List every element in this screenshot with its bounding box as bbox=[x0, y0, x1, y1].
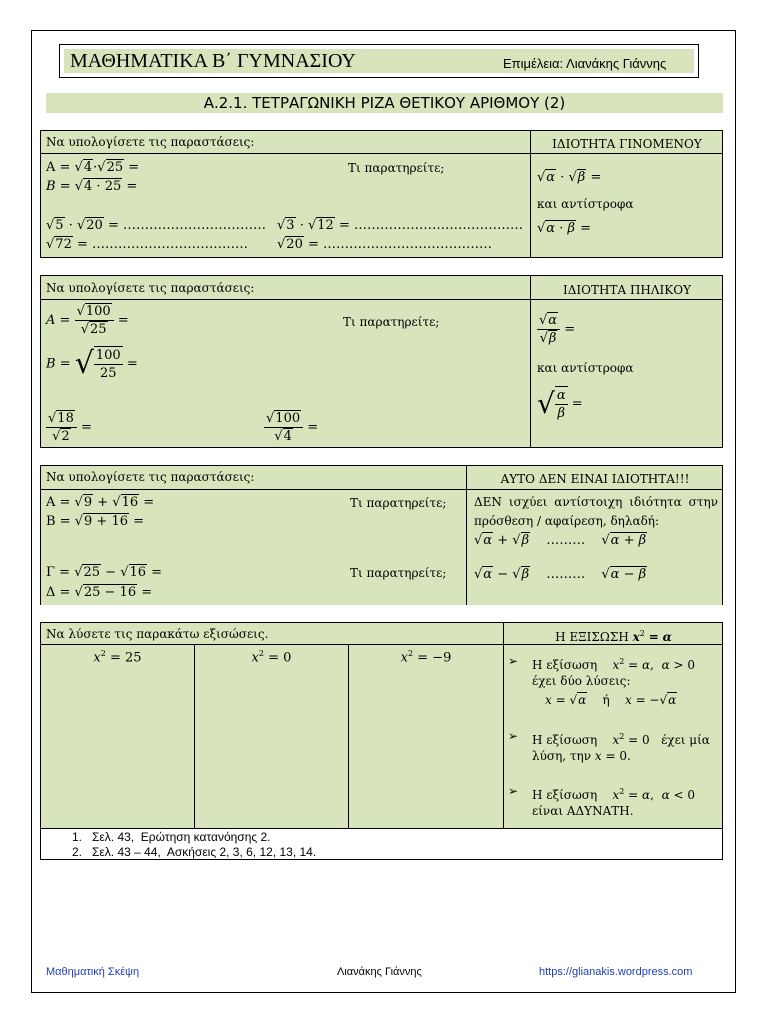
observe-1: Τι παρατηρείτε; bbox=[348, 161, 445, 175]
equation-x2-25: $x^2 = 25$ bbox=[93, 649, 142, 666]
bullet1-solutions: x = √α ή x = −√α bbox=[545, 693, 677, 707]
arrow-bullet-icon: ➢ bbox=[508, 729, 519, 743]
bullet3-line2: είναι ΑΔΥΝΑΤΗ. bbox=[532, 804, 634, 818]
section-title: Α.2.1. ΤΕΤΡΑΓΩΝΙΚΗ ΡΙΖΑ ΘΕΤΙΚΟΥ ΑΡΙΘΜΟΥ (2) bbox=[46, 93, 723, 113]
expr-sqrt3-sqrt12: √3 · √12 = ………………………………… bbox=[277, 218, 523, 233]
expr-G3: Γ = √25 − √16 = bbox=[46, 565, 163, 580]
and-reverse-1: και αντίστροφα bbox=[537, 197, 634, 211]
expr-A2: A = $\frac{√100}{√25}$ = bbox=[46, 304, 129, 337]
expr-sqrt5-sqrt20: √5 · √20 = …………………………… bbox=[46, 218, 266, 233]
arrow-bullet-icon: ➢ bbox=[508, 784, 519, 798]
observe-3a: Τι παρατηρείτε; bbox=[350, 496, 447, 510]
expr-sqrt100-sqrt4: $\frac{√100}{√4}$ = bbox=[266, 411, 319, 444]
bullet2-line1: Η εξίσωση $x^2 = 0$ έχει μία bbox=[532, 732, 710, 747]
observe-2: Τι παρατηρείτε; bbox=[343, 315, 440, 329]
block3-left-header: Να υπολογίσετε τις παραστάσεις: bbox=[46, 470, 255, 484]
and-reverse-2: και αντίστροφα bbox=[537, 361, 634, 375]
prop-quotient-formula: $\frac{√\alpha}{√\beta}$ = bbox=[539, 313, 576, 346]
expr-B1: B = √4 · 25 = bbox=[46, 179, 138, 194]
block2-right-header: ΙΔΙΟΤΗΤΑ ΠΗΛΙΚΟΥ bbox=[563, 283, 691, 297]
expr-B3: B = √9 + 16 = bbox=[46, 514, 145, 529]
prop-quotient-reverse: √ $\frac{\alpha}{\beta}$ = bbox=[537, 387, 583, 421]
prop-product-reverse: √α · β = bbox=[537, 221, 592, 236]
not-property-note-2: πρόσθεση / αφαίρεση, δηλαδή: bbox=[474, 514, 660, 528]
footer-link[interactable]: https://glianakis.wordpress.com bbox=[539, 966, 693, 978]
block4-left-header: Να λύσετε τις παρακάτω εξισώσεις. bbox=[46, 627, 269, 641]
block2-left-header: Να υπολογίσετε τις παραστάσεις: bbox=[46, 281, 255, 295]
expr-A3: A = √9 + √16 = bbox=[46, 495, 155, 510]
page-title: ΜΑΘΗΜΑΤΙΚΑ Β΄ ΓΥΜΝΑΣΙΟΥ bbox=[70, 50, 356, 72]
equation-x2-0: $x^2 = 0$ bbox=[251, 649, 292, 666]
bullet2-line2: λύση, την x = 0. bbox=[532, 749, 631, 763]
arrow-bullet-icon: ➢ bbox=[508, 654, 519, 668]
bullet1-line2: έχει δύο λύσεις: bbox=[532, 674, 631, 688]
expr-sqrt72: √72 = ……………………………… bbox=[46, 237, 249, 252]
block3-right-header: ΑΥΤΟ ΔΕΝ ΕΙΝΑΙ ΙΔΙΟΤΗΤΑ!!! bbox=[500, 472, 690, 486]
not-property-note-1: ΔΕΝ ισχύει αντίστοιχη ιδιότητα στην bbox=[474, 495, 718, 509]
exercise-item-2: 2. Σελ. 43 – 44, Ασκήσεις 2, 3, 6, 12, 13, 14. bbox=[72, 845, 317, 859]
bullet3-line1: Η εξίσωση $x^2 = \alpha$, α < 0 bbox=[532, 787, 695, 802]
exercise-item-1: 1. Σελ. 43, Ερώτηση κατανόησης 2. bbox=[72, 830, 271, 844]
block1-left-header: Να υπολογίσετε τις παραστάσεις: bbox=[46, 135, 255, 149]
diff-not-equal: √α − √β ……… √α − β bbox=[474, 567, 647, 582]
expr-A1: A = √4·√25 = bbox=[46, 160, 140, 175]
prop-product-formula: √α · √β = bbox=[537, 170, 602, 185]
expr-B2: B = √ $\frac{100}{25}$ = bbox=[46, 346, 138, 381]
block1-right-header: ΙΔΙΟΤΗΤΑ ΓΙΝΟΜΕΝΟΥ bbox=[552, 137, 702, 151]
expr-D3: Δ = √25 − 16 = bbox=[46, 585, 153, 600]
footer-left: Μαθηματική Σκέψη bbox=[46, 966, 140, 978]
footer-center: Λιανάκης Γιάννης bbox=[337, 966, 422, 978]
sum-not-equal: √α + √β ……… √α + β bbox=[474, 533, 647, 548]
block4-right-header: Η ΕΞΙΣΩΣΗ $x^2 = \alpha$ bbox=[555, 629, 672, 644]
observe-3b: Τι παρατηρείτε; bbox=[350, 566, 447, 580]
expr-sqrt18-sqrt2: $\frac{√18}{√2}$ = bbox=[48, 411, 92, 444]
bullet1-line1: Η εξίσωση $x^2 = \alpha$, α > 0 bbox=[532, 657, 695, 672]
expr-sqrt20: √20 = ………………………………… bbox=[277, 237, 493, 252]
equation-x2-neg9: $x^2 = -9$ bbox=[400, 649, 452, 666]
author-credit: Επιμέλεια: Λιανάκης Γιάννης bbox=[503, 56, 667, 71]
